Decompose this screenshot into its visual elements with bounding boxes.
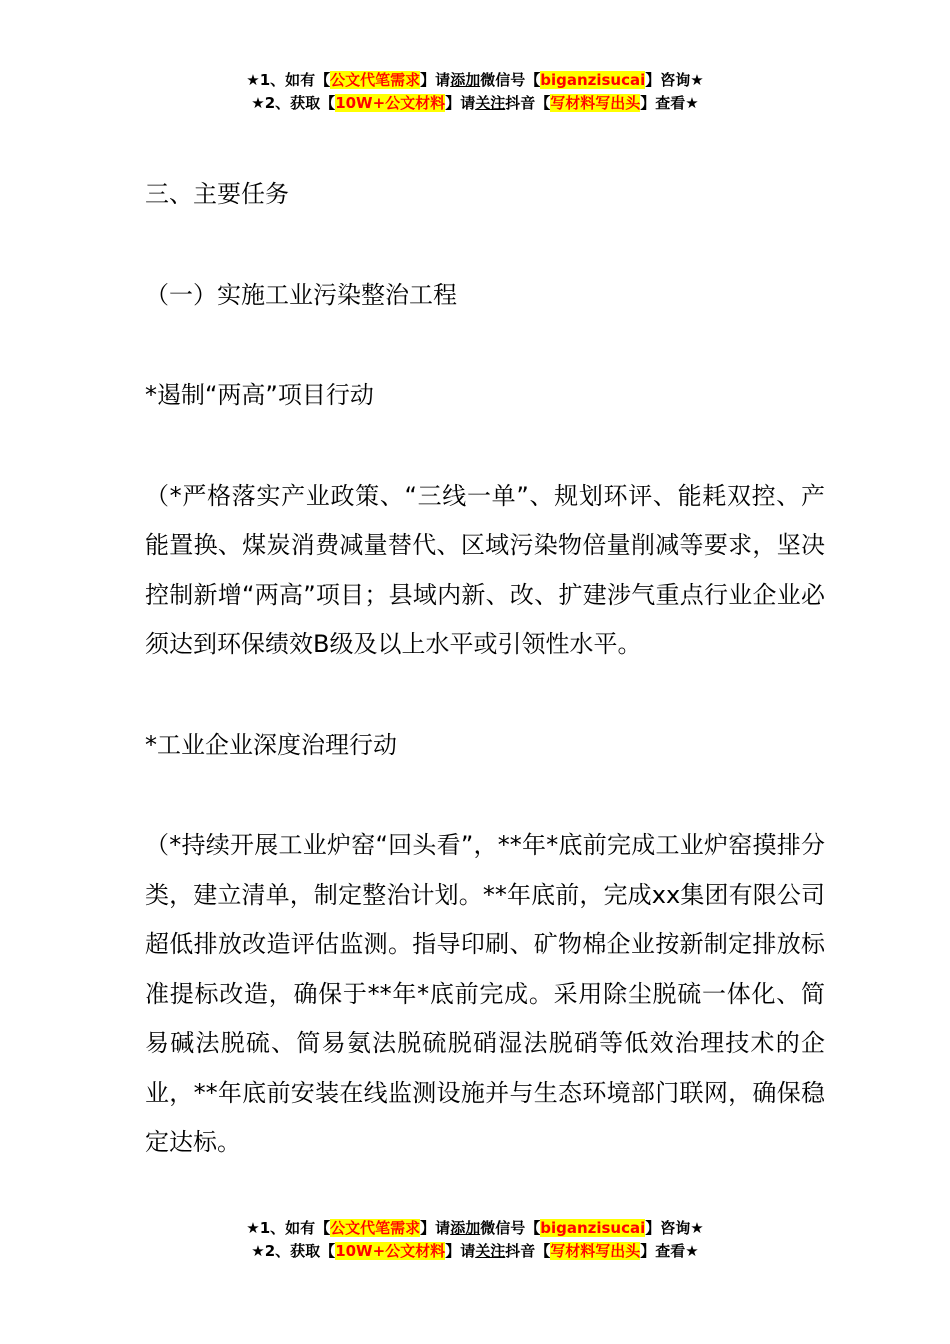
banner-text: 微信号【 (480, 1219, 541, 1237)
banner-text: 】咨询★ (645, 1219, 704, 1237)
banner-text: 抖音【 (505, 1242, 551, 1260)
banner-highlight: 公文代笔需求 (330, 1219, 421, 1237)
subsection-heading: （一）实施工业污染整治工程 (145, 280, 457, 309)
document-body (145, 170, 825, 1168)
banner-underline: 添加 (450, 1219, 481, 1237)
footer-banner (0, 1217, 950, 1263)
banner-highlight: 写材料写出头 (550, 1242, 641, 1260)
banner-underline: 关注 (475, 94, 506, 112)
section-heading: 三、主要任务 (145, 180, 289, 208)
banner-line-1 (0, 69, 950, 92)
banner-line-2 (0, 1240, 950, 1263)
banner-underline: 关注 (475, 1242, 506, 1260)
banner-line-1 (0, 1217, 950, 1240)
banner-text: ★2、获取【 (251, 1242, 336, 1260)
item-title: *遏制“两高”项目行动 (145, 381, 374, 409)
banner-highlight: 10W+公文材料 (335, 94, 446, 112)
banner-highlight: biganzisucai (540, 1219, 646, 1237)
banner-text: 】请 (445, 1242, 476, 1260)
banner-text: ★1、如有【 (246, 71, 331, 89)
banner-text: 】查看★ (640, 1242, 699, 1260)
banner-highlight: biganzisucai (540, 71, 646, 89)
banner-text: 】请 (420, 71, 451, 89)
banner-underline: 添加 (450, 71, 481, 89)
banner-text: ★2、获取【 (251, 94, 336, 112)
banner-text: 】咨询★ (645, 71, 704, 89)
banner-line-2 (0, 92, 950, 115)
banner-text: 抖音【 (505, 94, 551, 112)
paragraph: （*严格落实产业政策、“三线一单”、规划环评、能耗双控、产能置换、煤炭消费减量替代、区域污染物倍量削减等要求，坚决控制新增“两高”项目；县域内新、改、扩建涉气重点行业企业必须达到环保绩效B级及以上水平或引领性水平。 (145, 481, 825, 658)
banner-text: ★1、如有【 (246, 1219, 331, 1237)
banner-text: 】请 (445, 94, 476, 112)
banner-text: 微信号【 (480, 71, 541, 89)
banner-highlight: 公文代笔需求 (330, 71, 421, 89)
banner-highlight: 写材料写出头 (550, 94, 641, 112)
item-title: *工业企业深度治理行动 (145, 730, 397, 759)
banner-text: 】查看★ (640, 94, 699, 112)
paragraph: （*持续开展工业炉窑“回头看”，**年*底前完成工业炉窑摸排分类，建立清单，制定整治计划。**年底前，完成xx集团有限公司超低排放改造评估监测。指导印刷、矿物棉企业按新制定排放标准提标改造，确保于**年*底前完成。采用除尘脱硫一体化、简易碱法脱硫、简易氨法脱硫脱硝湿法脱硝等低效治理技术的企业，**年底前安装在线监测设施并与生态环境部门联网，确保稳定达标。 (145, 831, 825, 1156)
header-banner (0, 69, 950, 115)
banner-highlight: 10W+公文材料 (335, 1242, 446, 1260)
banner-text: 】请 (420, 1219, 451, 1237)
